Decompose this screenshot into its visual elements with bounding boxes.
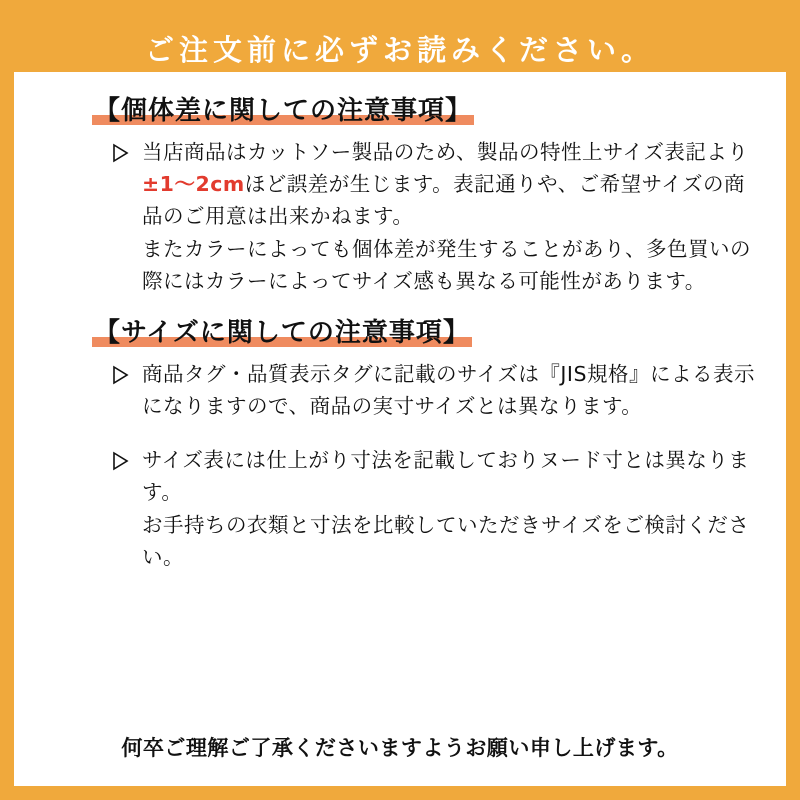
list-item — [110, 445, 756, 574]
footer-note: 何卒ご理解ご了承くださいますようお願い申し上げます。 — [121, 736, 679, 760]
emphasis-text: ±1〜2cm — [142, 171, 245, 196]
paragraph: サイズ表には仕上がり寸法を記載しておりヌード寸とは異なります。 — [142, 447, 750, 504]
text-run: 当店商品はカットソー製品のため、製品の特性上サイズ表記より — [142, 140, 749, 165]
section-heading-individual-difference — [92, 96, 756, 127]
list-item-body — [142, 359, 756, 423]
triangle-right-icon — [110, 365, 130, 385]
paragraph — [142, 137, 756, 232]
paragraph: またカラーによっても個体差が発生することがあり、多色買いの際にはカラーによってサイズ感も異なる可能性があります。 — [142, 237, 751, 294]
triangle-right-icon — [110, 451, 130, 471]
paragraph: 商品タグ・品質表示タグに記載のサイズは『JIS規格』による表示になりますので、商品の実寸サイズとは異なります。 — [142, 362, 755, 418]
list-item — [110, 137, 756, 298]
list-item — [110, 359, 756, 423]
page-title: ご注文前に必ずお読みください。 — [144, 33, 655, 67]
section-title-text: 【個体差に関しての注意事項】 — [94, 96, 473, 126]
list-item-body — [142, 445, 756, 574]
section-title-text: 【サイズに関しての注意事項】 — [94, 318, 470, 349]
paragraph: お手持ちの衣類と寸法を比較していただきサイズをご検討ください。 — [142, 513, 750, 570]
list-item-body — [142, 137, 756, 298]
section-heading-size — [92, 318, 756, 349]
notice-content — [14, 72, 786, 786]
triangle-right-icon — [110, 143, 130, 163]
text-run: ほど誤差が生じます。表記通りや、ご希望サイズの商品のご用意は出来かねます。 — [142, 171, 746, 228]
